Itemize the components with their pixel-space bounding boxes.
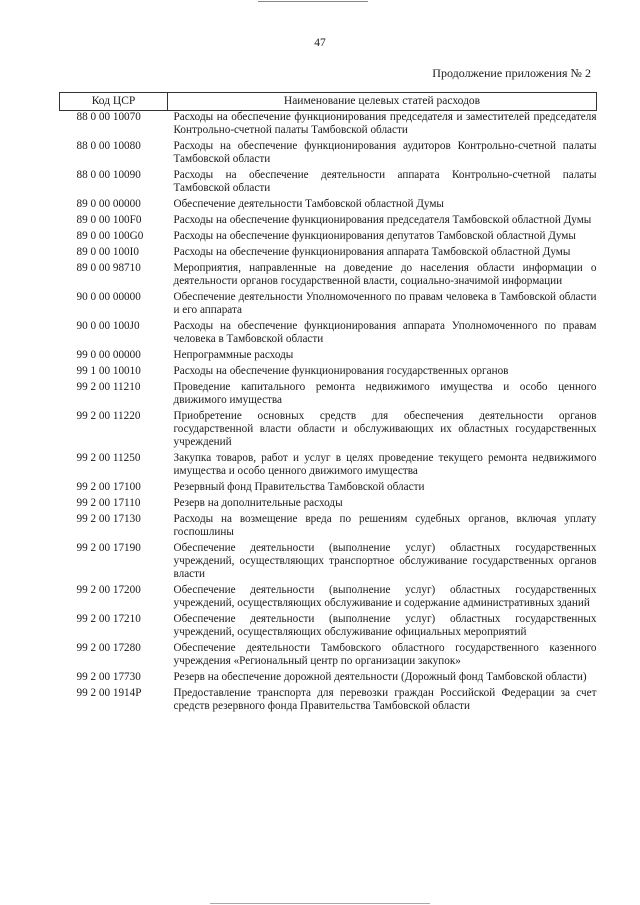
row-name: Непрограммные расходы — [173, 349, 294, 361]
table-row — [60, 381, 597, 410]
row-code: 99 2 00 11250 — [76, 452, 141, 464]
header-name: Наименование целевых статей расходов — [168, 93, 597, 111]
table-row — [60, 542, 597, 584]
row-code: 99 1 00 10010 — [76, 365, 141, 377]
bottom-border-line — [210, 903, 430, 904]
row-code: 99 2 00 17730 — [76, 671, 141, 683]
row-code: 99 2 00 11210 — [76, 381, 141, 393]
row-code: 89 0 00 100F0 — [76, 214, 142, 226]
row-name: Приобретение основных средств для обеспечения деятельности органов государственной власти области и обслуживающих их областных государственных учреждений — [173, 410, 597, 448]
table-row — [60, 230, 597, 246]
row-code: 90 0 00 100J0 — [76, 320, 140, 332]
table-row — [60, 584, 597, 613]
top-border-line — [258, 1, 368, 2]
row-code: 99 2 00 17200 — [76, 584, 141, 596]
row-code: 99 2 00 17190 — [76, 542, 141, 554]
row-code: 89 0 00 100G0 — [76, 230, 144, 242]
row-code: 99 0 00 00000 — [76, 349, 141, 361]
table-row — [60, 365, 597, 381]
row-name: Обеспечение деятельности (выполнение услуг) областных государственных учреждений, осуществляющих обслуживание официальных мероприятий — [173, 613, 597, 638]
row-name: Расходы на обеспечение функционирования аудиторов Контрольно-счетной палаты Тамбовской области — [173, 140, 597, 165]
row-name: Обеспечение деятельности Тамбовского областного государственного казенного учреждения «Региональный центр по организации закупок» — [173, 642, 597, 667]
row-name: Резерв на обеспечение дорожной деятельности (Дорожный фонд Тамбовской области) — [173, 671, 587, 683]
table-header-row — [60, 93, 597, 111]
table-row — [60, 410, 597, 452]
header-code: Код ЦСР — [60, 93, 168, 111]
row-name: Закупка товаров, работ и услуг в целях проведение текущего ремонта недвижимого имущества и особо ценного движимого имущества — [173, 452, 597, 477]
row-code: 88 0 00 10080 — [76, 140, 141, 152]
table-row — [60, 452, 597, 481]
table-row — [60, 497, 597, 513]
table-row — [60, 111, 597, 141]
row-name: Предоставление транспорта для перевозки граждан Российской Федерации за счет средств резервного фонда Правительства Тамбовской области — [173, 687, 597, 712]
table-row — [60, 687, 597, 716]
row-code: 99 2 00 11220 — [76, 410, 141, 422]
table-row — [60, 513, 597, 542]
table-body — [60, 111, 597, 717]
row-name: Расходы на обеспечение деятельности аппарата Контрольно-счетной палаты Тамбовской области — [173, 169, 597, 194]
row-code: 99 2 00 17210 — [76, 613, 141, 625]
table-row — [60, 481, 597, 497]
table-row — [60, 291, 597, 320]
row-name: Обеспечение деятельности Уполномоченного по правам человека в Тамбовской области и его аппарата — [173, 291, 597, 316]
table-row — [60, 613, 597, 642]
table-row — [60, 262, 597, 291]
table-row — [60, 642, 597, 671]
table-row — [60, 169, 597, 198]
row-name: Расходы на обеспечение функционирования аппарата Тамбовской областной Думы — [173, 246, 571, 258]
row-name: Обеспечение деятельности (выполнение услуг) областных государственных учреждений, осуществляющих обслуживание и содержание административных зданий — [173, 584, 597, 609]
table-row — [60, 320, 597, 349]
row-name: Расходы на обеспечение функционирования депутатов Тамбовской областной Думы — [173, 230, 576, 242]
expenditure-table — [59, 92, 597, 716]
row-name: Обеспечение деятельности Тамбовской областной Думы — [173, 198, 444, 210]
row-code: 89 0 00 98710 — [76, 262, 141, 274]
row-code: 89 0 00 00000 — [76, 198, 141, 210]
row-name: Расходы на обеспечение функционирования председателя и заместителей председателя Контрольно-счетной палаты Тамбовской области — [173, 111, 597, 136]
row-code: 90 0 00 00000 — [76, 291, 141, 303]
row-code: 99 2 00 17130 — [76, 513, 141, 525]
table-row — [60, 349, 597, 365]
row-code: 99 2 00 17280 — [76, 642, 141, 654]
table-row — [60, 214, 597, 230]
row-code: 99 2 00 17110 — [76, 497, 141, 509]
row-code: 99 2 00 1914P — [76, 687, 142, 699]
row-code: 88 0 00 10070 — [76, 111, 141, 123]
continuation-label: Продолжение приложения № 2 — [432, 66, 591, 80]
row-name: Мероприятия, направленные на доведение до населения области информации о деятельности органов государственной власти, социально-значимой информации — [173, 262, 597, 287]
table-row — [60, 246, 597, 262]
page-number: 47 — [314, 37, 326, 49]
row-code: 88 0 00 10090 — [76, 169, 141, 181]
table-row — [60, 671, 597, 687]
row-code: 89 0 00 100I0 — [76, 246, 139, 258]
row-name: Резерв на дополнительные расходы — [173, 497, 343, 509]
row-name: Резервный фонд Правительства Тамбовской области — [173, 481, 425, 493]
row-name: Расходы на обеспечение функционирования председателя Тамбовской областной Думы — [173, 214, 592, 226]
row-name: Расходы на возмещение вреда по решениям судебных органов, включая уплату госпошлины — [173, 513, 597, 538]
row-code: 99 2 00 17100 — [76, 481, 141, 493]
row-name: Расходы на обеспечение функционирования государственных органов — [173, 365, 509, 377]
table-row — [60, 140, 597, 169]
row-name: Проведение капитального ремонта недвижимого имущества и особо ценного движимого имущества — [173, 381, 597, 406]
table-row — [60, 198, 597, 214]
row-name: Обеспечение деятельности (выполнение услуг) областных государственных учреждений, осуществляющих транспортное обслуживание государственных органов власти — [173, 542, 597, 580]
row-name: Расходы на обеспечение функционирования аппарата Уполномоченного по правам человека в Тамбовской области — [173, 320, 597, 345]
